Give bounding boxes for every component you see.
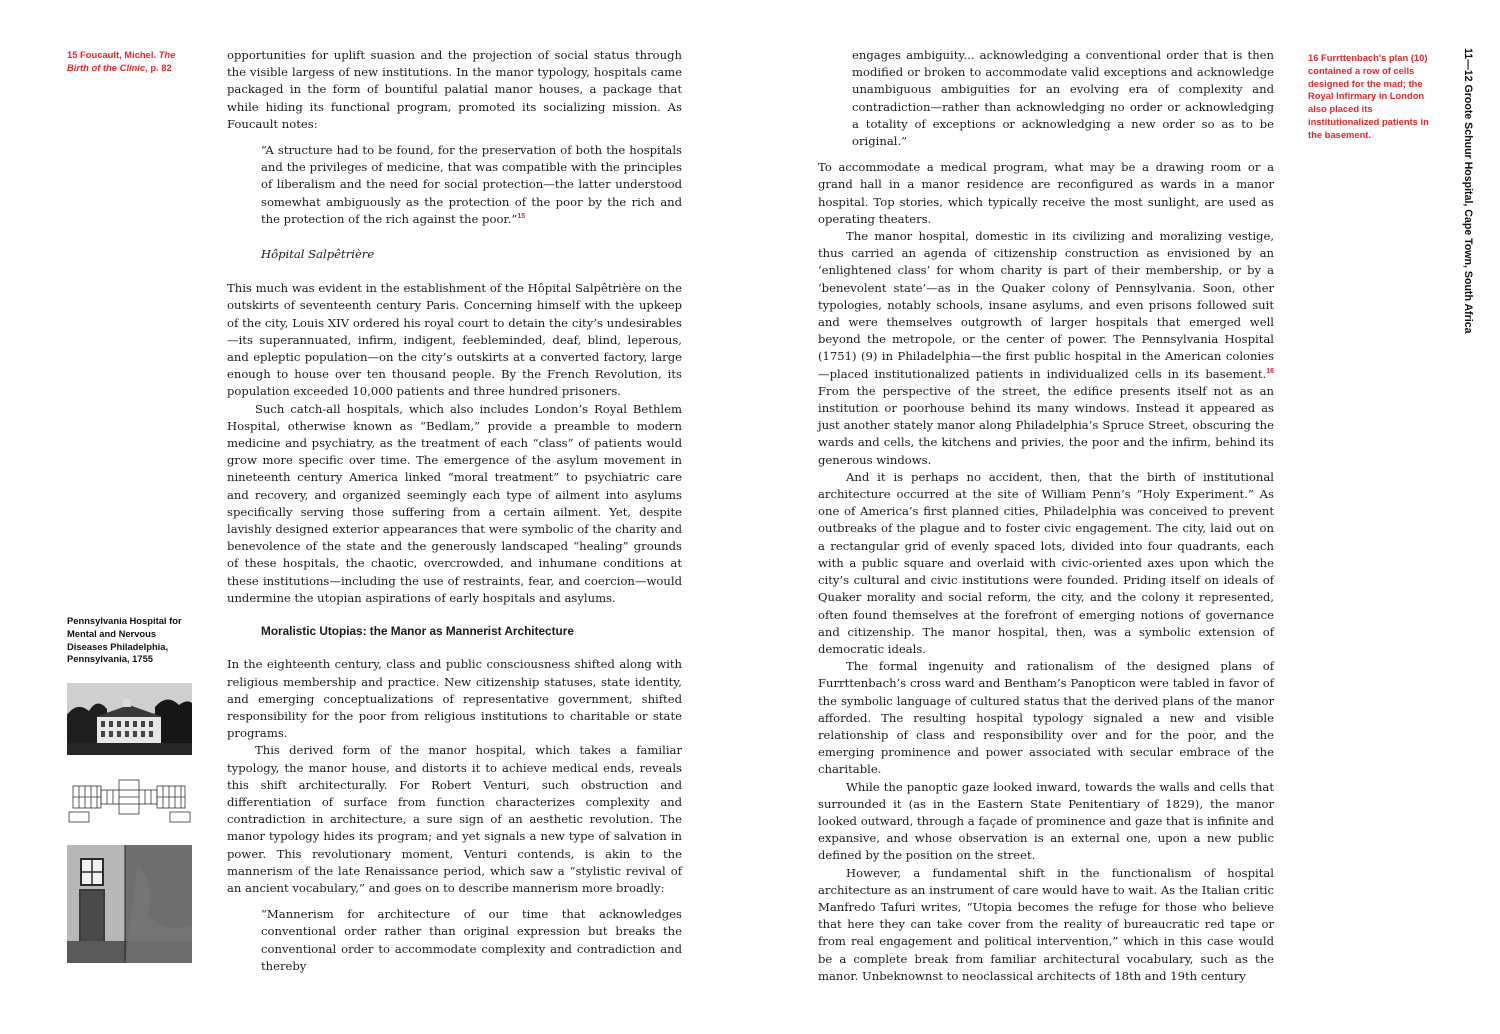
- footnote-16: 16 Furrttenbach's plan (10) contained a row of cells designed for the mad; the Royal Infirmary in London also placed its institutionalized patients in the basement.: [1308, 52, 1429, 140]
- paragraph: The formal ingenuity and rationalism of the designed plans of Furrttenbach’s cross ward and Bentham’s Panopticon were tabled in favor of the symbolic language of cultured status that the derived plans of the manor afforded. The resulting hospital typology signaled a new and visible relationship of class and responsibility over and for the poor, and the emerging prominence and power associated with secular embrace of the charitable.: [818, 659, 1274, 777]
- paragraph: The manor hospital, domestic in its civilizing and moralizing vestige, thus carried an agenda of citizenship construction as envisioned by an ‘enlightened class’ for whom charity is part of their membership, or by a ‘benevolent state’—as in the Quaker colony of Pennsylvania. Soon, other typologies, notably schools, insane asylums, and even prisons followed suit and were themselves outgrowth of larger hospitals that emerged well beyond the metropole, or the center of power. The Pennsylvania Hospital (1751) (9) in Philadelphia—the first public hospital in the American colonies—placed institutionalized patients in individualized cells in its basement.$^{16}$ From the perspective of the street, the edifice presents itself not as an institution or poorhouse behind its many windows. Instead it appeared as just another stately manor along Philadelphia’s Spruce Street, obscuring the wards and cells, the kitchens and privies, the poor and the infirm, behind its generous windows.: [818, 229, 1274, 467]
- paragraph: In the eighteenth century, class and public consciousness shifted along with religious membership and practice. New citizenship statuses, state identity, and emerging conceptualizations of representative government, shifted responsibility for the poor from religious institutions to charitable or state programs.: [227, 657, 682, 741]
- block-quote: engages ambiguity... acknowledging a conventional order that is then modified or broken to accommodate valid exceptions and acknowledge unambiguous ambiguities for an evolving era of complexity and contradiction—rather than acknowledging no order or acknowledging a totality of exceptions or acknowledging a new order so as to be original.”: [852, 48, 1274, 149]
- paragraph: However, a fundamental shift in the functionalism of hospital architecture as an instrument of care would have to wait. As the Italian critic Manfredo Tafuri writes, “Utopia becomes the refuge for those who believe that here they can take cover from the reality of bureaucratic red tape or from real engagement and political intervention,” which in this case would be a complete break from familiar architectural vocabulary, such as the manor. Unbeknownst to neoclassical architects of 18th and 19th century: [818, 865, 1274, 983]
- running-head: 11—12 Groote Schuur Hospital, Cape Town, South Africa: [1462, 48, 1474, 334]
- footnote-ref-16[interactable]: 16: [1266, 367, 1274, 375]
- paragraph: This much was evident in the establishment of the Hôpital Salpêtrière on the outskirts of seventeenth century Paris. Concerning himself with the upkeep of the city, Louis XIV ordered his royal court to detain the city’s undesirables—its superannuated, infirm, indigent, feebleminded, deaf, blind, leperous, and epleptic population—on the city’s outskirts at a converted factory, large enough to house over ten thousand people. By the French Revolution, its population exceeded 10,000 patients and three hundred prisoners.: [227, 281, 682, 399]
- block-quote: “A structure had to be found, for the preservation of both the hospitals and the privileges of medicine, that was compatible with the principles of liberalism and the need for social protection—the latter understood somewhat ambiguously as the protection of the poor by the rich and the protection of the rich against the poor.”$^{15}$: [261, 143, 682, 226]
- footnote-15: 15 Foucault, Michel. The Birth of the Clinic, p. 82: [67, 49, 176, 73]
- subheading: Moralistic Utopias: the Manor as Mannerist Architecture: [261, 624, 574, 639]
- basement-photo: [67, 845, 192, 963]
- paragraph: While the panoptic gaze looked inward, towards the walls and cells that surrounded it (as in the Eastern State Penitentiary of 1829), the manor looked outward, through a façade of prominence and gaze that is infinite and expansive, and whose observation is an external one, upon a new public defined by the position on the street.: [818, 779, 1274, 863]
- block-quote: “Mannerism for architecture of our time that acknowledges conventional order rather than original expression but breaks the conventional order to accommodate complexity and contradiction and thereby: [261, 907, 682, 973]
- hospital-photo: [67, 683, 192, 755]
- paragraph: opportunities for uplift suasion and the projection of social status through the visible largess of new institutions. In the manor typology, hospitals came packaged in the form of bountiful palatial manor houses, a package that while hiding its functional program, promoted its socializing mission. As Foucault notes:: [227, 48, 682, 131]
- paragraph: Such catch-all hospitals, which also includes London’s Royal Bethlem Hospital, otherwise known as “Bedlam,” provide a preamble to modern medicine and psychiatry, as the treatment of each “class” of patients would grow more specific over time. The emergence of the asylum movement in nineteenth century America linked “moral treatment” to psychiatric care and recovery, and organized seemingly each type of ailment into asylums specifically serving those suffering from a certain ailment. Yet, despite lavishly designed exterior appearances that were symbolic of the charity and benevolence of the state and the generously landscaped “healing” grounds of these hospitals, the chaotic, overcrowded, and inhumane conditions at these institutions—including the use of restraints, fear, and coercion—would undermine the utopian aspirations of early hospitals and asylums.: [227, 401, 682, 605]
- subheading: Hôpital Salpêtrière: [261, 247, 375, 262]
- paragraph: To accommodate a medical program, what may be a drawing room or a grand hall in a manor residence are reconfigured as wards in a manor hospital. Top stories, which typically receive the most sunlight, are used as operating theaters.: [818, 160, 1274, 226]
- floor-plan-drawing: [67, 772, 192, 826]
- footnote-ref-15[interactable]: 15: [517, 212, 526, 220]
- image-caption: Pennsylvania Hospital for Mental and Nervous Diseases Philadelphia, Pennsylvania, 1755: [67, 615, 182, 665]
- paragraph: And it is perhaps no accident, then, that the birth of institutional architecture occurred at the site of William Penn’s “Holy Experiment.” As one of America’s first planned cities, Philadelphia was conceived to prevent outbreaks of the plague and to foster civic engagement. The city, laid out on a rectangular grid of evenly spaced lots, divided into four quadrants, each with a public square and overlaid with civic-oriented axes upon which the city’s cultural and civic institutions were founded. Priding itself on ideals of Quaker morality and social reform, the city, and the colony it represented, often found themselves at the forefront of emerging notions of governance and citizenship. The manor hospital, then, was a symbolic extension of democratic ideals.: [818, 469, 1274, 656]
- right-column: [818, 47, 1274, 985]
- paragraph: This derived form of the manor hospital, which takes a familiar typology, the manor house, and distorts it to achieve medical ends, reveals this shift architecturally. For Robert Venturi, such obstruction and differentiation of surface from function characterizes complexity and contradiction in architecture, a sure sign of an aesthetic revolution. The manor typology hides its program; and yet signals a new type of salvation in power. This revolutionary moment, Venturi contends, is akin to the mannerism of the late Renaissance period, which saw a “stylistic revival of an ancient vocabulary,” and goes on to describe mannerism more broadly:: [227, 743, 682, 895]
- left-column: [227, 47, 682, 975]
